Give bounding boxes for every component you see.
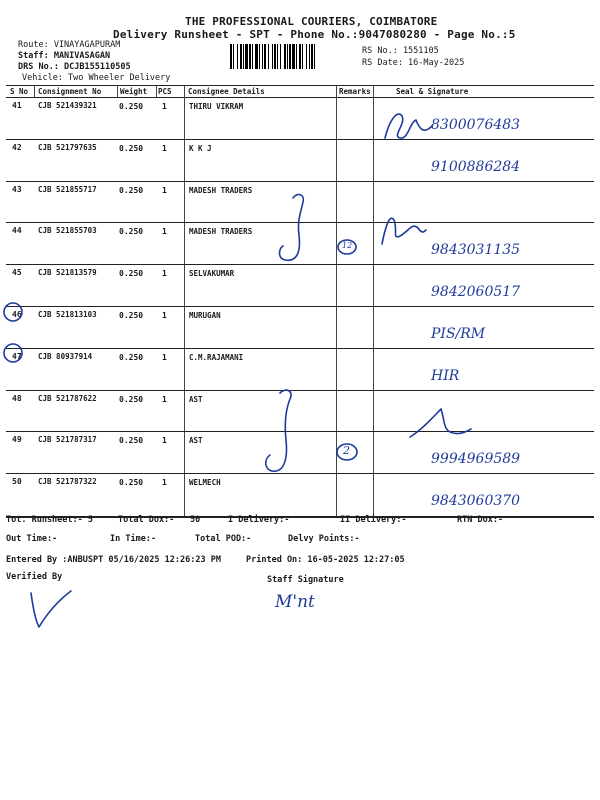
hook-mark-icon-2 (262, 385, 302, 475)
row-consignee: MADESH TRADERS (189, 185, 253, 195)
row-weight: 0.250 (119, 185, 144, 195)
row-consignee: MURUGAN (189, 311, 221, 320)
row-weight: 0.250 (119, 352, 144, 362)
verified-by: Verified By (6, 572, 63, 582)
printed-on: Printed On: 16-05-2025 12:27:05 (246, 555, 405, 565)
circle-mark-icon-47 (3, 343, 23, 363)
row-signature-handwriting: 9843031135 (431, 242, 521, 259)
row-signature-handwriting: 9100886284 (431, 158, 521, 175)
tot-runsheet: Tot. Runsheet:- 5 (6, 515, 93, 525)
total-dox-value: 50 (190, 515, 201, 525)
total-pod: Total POD:- (195, 534, 252, 544)
row-consignee: SELVAKUMAR (189, 269, 235, 279)
remark-mark-12: 12 (342, 241, 353, 250)
row-consignment-no: CJB 521439321 (38, 101, 97, 110)
vehicle-label: Vehicle: Two Wheeler Delivery (22, 73, 171, 83)
col-pcs: PCS (158, 87, 172, 96)
route-label: Route: VINAYAGAPURAM (18, 40, 121, 50)
row-weight: 0.250 (119, 311, 144, 320)
row-sno: 43 (12, 184, 22, 194)
row-sno: 46 (12, 310, 22, 319)
out-time: Out Time:- (6, 534, 58, 544)
row-sno: 47 (12, 351, 22, 361)
row-consignee: WELMECH (189, 478, 221, 488)
row-consignee: AST (189, 394, 203, 404)
i-delivery: I Delivery:- (228, 515, 290, 525)
delvy-points: Delvy Points:- (288, 534, 360, 544)
rs-date-label: RS Date: 16-May-2025 (362, 58, 465, 68)
row-consignment-no: CJB 521787622 (38, 393, 97, 403)
row-consignment-no: CJB 521855703 (38, 226, 97, 236)
ii-delivery: II Delivery:- (340, 515, 407, 525)
row-signature-handwriting: PIS/RM (431, 326, 486, 342)
row-pcs: 1 (162, 478, 167, 488)
hook-mark-icon (275, 190, 315, 270)
rtn-dox: RTN Dox:- (457, 515, 504, 525)
col-weight: Weight (120, 87, 148, 96)
row-weight: 0.250 (119, 478, 144, 488)
col-sno: S No (10, 87, 29, 96)
col-seal-signature: Seal & Signature (396, 87, 469, 96)
row-consignment-no: CJB 521813579 (38, 268, 97, 278)
row-sno: 49 (12, 435, 22, 445)
row-weight: 0.250 (119, 269, 144, 279)
row-pcs: 1 (162, 311, 167, 320)
checkmark-icon (27, 585, 77, 635)
row-pcs: 1 (162, 143, 167, 153)
row-pcs: 1 (162, 394, 167, 404)
staff-label: Staff: MANIVASAGAN (18, 51, 111, 61)
row-consignee: MADESH TRADERS (189, 227, 253, 237)
row-weight: 0.250 (119, 394, 144, 404)
total-dox: Total Dox:- (118, 515, 175, 525)
scribble-signature-icon-3 (405, 405, 475, 445)
drs-label: DRS No.: DCJB155110505 (18, 62, 131, 72)
row-signature-handwriting: HIR (431, 367, 460, 384)
row-consignment-no: CJB 521797635 (38, 142, 97, 152)
company-title: THE PROFESSIONAL COURIERS, COIMBATORE (185, 15, 438, 28)
row-sno: 41 (12, 101, 22, 110)
row-pcs: 1 (162, 102, 167, 111)
row-sno: 48 (12, 393, 22, 403)
row-pcs: 1 (162, 269, 167, 279)
row-pcs: 1 (162, 185, 167, 195)
row-consignment-no: CJB 521855717 (38, 184, 97, 194)
row-sno: 42 (12, 142, 22, 152)
row-consignee: C.M.RAJAMANI (189, 352, 244, 362)
row-sno: 45 (12, 268, 22, 278)
scribble-signature-icon (380, 108, 440, 148)
scribble-signature-icon-2 (378, 210, 428, 250)
row-consignee: K K J (189, 143, 212, 153)
circle-mark-icon-46 (3, 302, 23, 322)
row-weight: 0.250 (119, 143, 144, 153)
row-signature-handwriting: 9994969589 (431, 451, 521, 468)
row-pcs: 1 (162, 352, 167, 362)
row-signature-handwriting: 8300076483 (431, 117, 521, 133)
staff-signature-handwriting: M'nt (275, 592, 315, 612)
row-consignment-no: CJB 521787317 (38, 435, 97, 445)
row-consignment-no: CJB 521813103 (38, 310, 97, 319)
staff-signature-label: Staff Signature (267, 575, 344, 585)
entered-by: Entered By :ANBUSPT 05/16/2025 12:26:23 PM (6, 555, 221, 565)
in-time: In Time:- (110, 534, 157, 544)
row-signature-handwriting: 9843060370 (431, 493, 521, 510)
rs-no-label: RS No.: 1551105 (362, 46, 439, 56)
row-weight: 0.250 (119, 436, 144, 446)
col-consignment: Consignment No (38, 87, 102, 96)
row-consignee: AST (189, 436, 203, 446)
col-remarks: Remarks (339, 87, 371, 96)
row-sno: 44 (12, 226, 22, 236)
row-pcs: 1 (162, 227, 167, 237)
row-consignee: THIRU VIKRAM (189, 102, 244, 111)
barcode (230, 44, 356, 69)
col-consignee: Consignee Details (188, 87, 265, 96)
row-weight: 0.250 (119, 102, 144, 111)
runsheet-title: Delivery Runsheet - SPT - Phone No.:9047080280 - Page No.:5 (113, 28, 516, 41)
row-sno: 50 (12, 477, 22, 487)
row-signature-handwriting: 9842060517 (431, 284, 521, 301)
row-weight: 0.250 (119, 227, 144, 237)
row-pcs: 1 (162, 436, 167, 446)
remark-mark-2: 2 (343, 444, 350, 457)
row-consignment-no: CJB 80937914 (38, 351, 93, 361)
row-consignment-no: CJB 521787322 (38, 477, 97, 487)
